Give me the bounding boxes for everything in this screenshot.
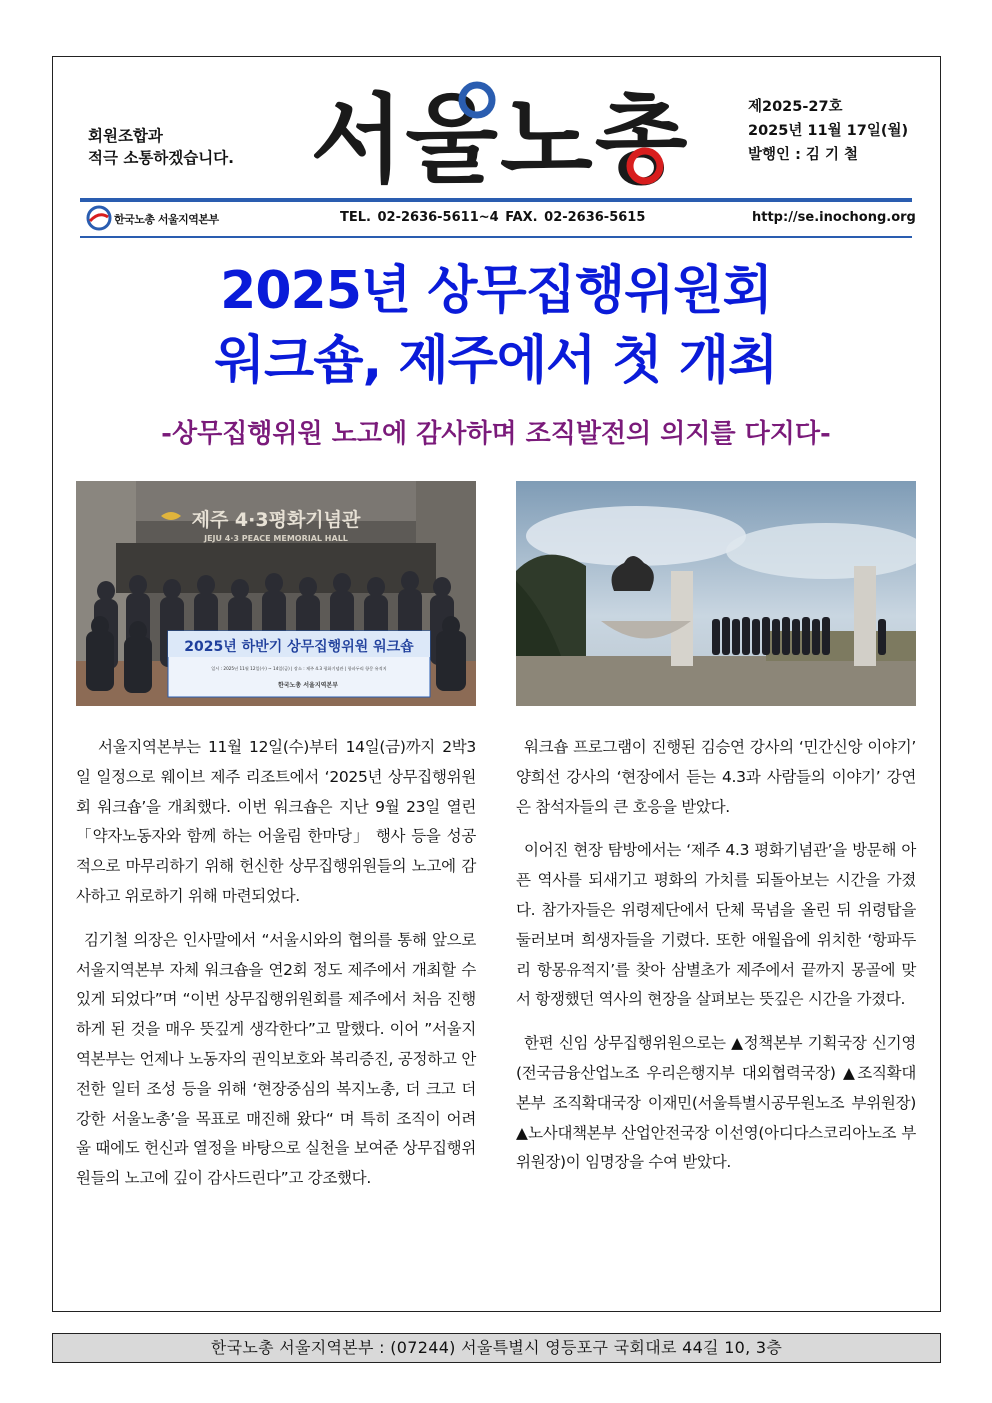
org-logo-icon <box>86 205 112 231</box>
masthead-logo <box>300 78 700 188</box>
masthead-slogan <box>88 125 288 169</box>
article-paragraph: 서울지역본부는 11월 12일(수)부터 14일(금)까지 2박3일 일정으로 웨이브 제주 리조트에서 ‘2025년 상무집행위원회 워크숍’을 개최했다. 이번 워크숍은 지난 9월 23일 열린 「약자노동자와 함께 하는 어울림 한마당」 행사 등을 성공적으로 마무리하기 위해 헌신한 상무집행위원들의 노고에 감사하고 위로하기 위해 마련되었다. <box>76 738 476 905</box>
banner-org: 한국노총 서울지역본부 <box>277 682 339 689</box>
article-paragraph: 김기철 의장은 인사말에서 “서울시와의 협의를 통해 앞으로 서울지역본부 자체 워크숍을 연2회 정도 제주에서 개최할 수 있게 되었다”며 “이번 상무집행위원회를 제주에서 처음 진행하게 된 것을 매우 뜻깊게 생각한다”고 말했다. 이어 ”서울지역본부는 언제나 노동자의 권익보호와 복리증진, 공정하고 안전한 일터 조성 등을 위해 ‘현장중심의 복지노총, 더 크고 더 강한 서울노총’을 목표로 매진해 왔다“ 며 특히 조직이 어려울 때에도 헌신과 열정을 바탕으로 실천을 보여준 상무집행위원들의 노고에 깊이 감사드린다”고 강조했다. <box>76 930 476 1188</box>
issue-info <box>748 95 938 167</box>
banner-title: 2025년 하반기 상무집행위원 워크숍 <box>184 639 414 655</box>
building-sign: 제주 4·3평화기념관 <box>191 509 361 531</box>
slogan-line-2: 적극 소통하겠습니다. <box>88 149 235 167</box>
website-link[interactable]: http://se.inochong.org <box>752 210 916 225</box>
group-photo <box>76 481 476 706</box>
contact-rule <box>80 236 912 238</box>
article-paragraph: 워크숍 프로그램이 진행된 김승연 강사의 ‘민간신앙 이야기’ 양희선 강사의 ‘현장에서 듣는 4.3과 사람들의 이야기’ 강연은 참석자들의 큰 호응을 받았다. <box>516 738 916 816</box>
issue-number: 제2025-27호 <box>748 99 843 115</box>
article-right-column <box>516 733 916 1192</box>
headline-line-2: 워크숍, 제주에서 첫 개최 <box>214 331 778 391</box>
org-name: 한국노총 서울지역본부 <box>114 213 219 226</box>
headline-line-1: 2025년 상무집행위원회 <box>220 261 772 321</box>
contact-info: TEL. 02-2636-5611~4 FAX. 02-2636-5615 <box>340 210 646 225</box>
publisher: 발행인 : 김 기 철 <box>748 147 859 163</box>
headline <box>80 256 912 396</box>
memorial-photo <box>516 481 916 706</box>
footer-address: 한국노총 서울지역본부 : (07244) 서울특별시 영등포구 국회대로 44길 10, 3층 <box>52 1333 941 1363</box>
subheadline: -상무집행위원 노고에 감사하며 조직발전의 의지를 다지다- <box>161 419 831 449</box>
article-paragraph: 이어진 현장 탐방에서는 ‘제주 4.3 평화기념관’을 방문해 아픈 역사를 되새기고 평화의 가치를 되돌아보는 시간을 가졌다. 참가자들은 위령제단에서 단체 묵념을 올린 뒤 위령탑을 둘러보며 희생자들을 기렸다. 또한 애월읍에 위치한 ‘항파두리 항몽유적지’를 찾아 삼별초가 제주에서 끝까지 몽골에 맞서 항쟁했던 역사의 현장을 살펴보는 뜻깊은 시간을 가졌다. <box>516 841 916 1009</box>
issue-date: 2025년 11월 17일(월) <box>748 123 909 139</box>
building-sign-en: JEJU 4·3 PEACE MEMORIAL HALL <box>204 534 348 543</box>
masthead-title: 서울노총 <box>310 84 690 188</box>
banner-detail: 일시 : 2025년 11월 12일(수) ~ 14일(금) | 장소 : 제주 4.3 평화기념관 | 항파두리 항몽 유적지 <box>211 666 387 671</box>
masthead-rule <box>80 198 912 202</box>
article-left-column <box>76 733 476 1208</box>
article-paragraph: 한편 신임 상무집행위원으로는 ▲정책본부 기획국장 신기영(전국금융산업노조 우리은행지부 대외협력국장) ▲조직확대본부 조직확대국장 이재민(서울특별시공무원노조 부위원장) ▲노사대책본부 산업안전국장 이선영(아디다스코리아노조 부위원장)이 임명장을 수여 받았다. <box>516 1034 916 1172</box>
slogan-line-1: 회원조합과 <box>88 127 163 145</box>
